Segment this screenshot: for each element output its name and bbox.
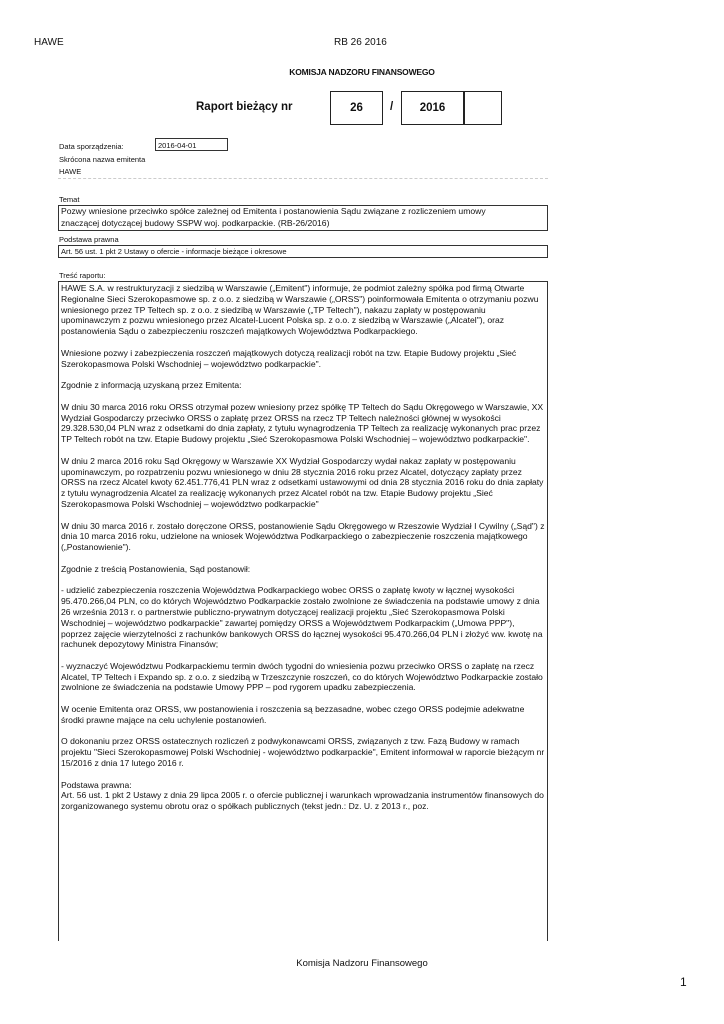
page-number: 1	[680, 975, 687, 989]
content-paragraph: Zgodnie z treścią Postanowienia, Sąd postanowił:	[61, 563, 251, 574]
report-number-box	[330, 91, 383, 125]
date-field	[155, 138, 228, 151]
commission-title: KOMISJA NADZORU FINANSOWEGO	[289, 67, 435, 77]
report-year-box	[401, 91, 464, 125]
content-paragraph: O dokonaniu przez ORSS ostatecznych rozliczeń z podwykonawcami ORSS, związanych z tzw. Fazą Budowy w ramach projektu "Sieci Szerokopasmowej Polski Wschodniej - województwo podkarpackie", Emitent informował w raporcie bieżącym nr 15/2016 z dnia 17 lutego 2016 r.	[61, 736, 545, 769]
date-label: Data sporządzenia:	[59, 142, 124, 151]
header-report-id: RB 26 2016	[334, 37, 387, 48]
report-label: Raport bieżący nr	[196, 101, 293, 113]
basis-text: Art. 56 ust. 1 pkt 2 Ustawy z dnia 29 lipca 2005 r. o ofercie publicznej i warunkach wprowadzania instrumentów finansowych do zorganizowanego systemu obrotu oraz o spółkach publicznych (tekst jedn.: Dz. U. z 2013 r., poz.	[61, 790, 544, 812]
subject-line-2: znaczącej dotyczącej budowy SSPW woj. podkarpackie. (RB-26/2016)	[61, 217, 330, 228]
report-year: 2016	[419, 102, 446, 114]
issuer-short-label: Skrócona nazwa emitenta	[59, 155, 146, 164]
legal-basis-value: Art. 56 ust. 1 pkt 2 Ustawy o ofercie - informacje bieżące i okresowe	[61, 247, 287, 256]
footer-commission: Komisja Nadzoru Finansowego	[296, 958, 428, 969]
content-paragraph: - udzielić zabezpieczenia roszczenia Województwa Podkarpackiego wobec ORSS o zapłatę kwoty w łącznej wysokości 95.470.266,04 PLN, co do których Województwo Podkarpackie zostało zwolnione ze świadczenia na podstawie umowy z dnia 26 września 2013 r. o partnerstwie publiczno-prywatnym dotyczącej realizacji projektu „Sieć Szerokopasmowa Polski Wschodniej – województwo podkarpackie" zawartej pomiędzy ORSS a Województwem Podkarpackim („Umowa PPP"), poprzez zajęcie wierzytelności z rachunków bankowych ORSS do łącznej wysokości 95.470.266,04 PLN i złożyć ww. kwotę na rachunek depozytowy Ministra Finansów;	[61, 585, 543, 650]
report-content	[58, 281, 548, 941]
basis-heading: Podstawa prawna:	[61, 779, 132, 790]
legal-basis-label: Podstawa prawna	[59, 235, 119, 244]
content-paragraph: HAWE S.A. w restrukturyzacji z siedzibą w Warszawie („Emitent") informuje, że podmiot zależny spółka pod firmą Otwarte Regionalne Sieci Szerokopasmowe sp. z o.o. z siedzibą w Warszawie („ORSS") poinformowała Emitenta o otrzymaniu pozwu wniesionego przez TP Teltech sp. z o.o. z siedzibą w Warszawie („TP Teltech"), nakazu zapłaty w postępowaniu upominawczym z pozwu wniesionego przez Alcatel-Lucent Polska sp. z o.o. z siedzibą w Warszawie („Alcatel"), oraz postanowienia Sądu o zabezpieczeniu roszczeń majątkowych Województwa Podkarpackiego.	[61, 283, 539, 337]
report-extra-box	[464, 91, 502, 125]
content-label: Treść raportu:	[59, 271, 106, 280]
date-value: 2016-04-01	[158, 141, 197, 150]
report-separator: /	[390, 101, 394, 113]
content-paragraph: W dniu 30 marca 2016 r. zostało doręczone ORSS, postanowienie Sądu Okręgowego w Rzeszowie Wydział I Cywilny („Sąd") z dnia 10 marca 2016 roku, udzielone na wniosek Województwa Podkarpackiego o zabezpieczenie roszczenia majątkowego („Postanowienie").	[61, 520, 545, 553]
report-number: 26	[350, 102, 363, 114]
content-paragraph: Zgodnie z informacją uzyskaną przez Emitenta:	[61, 380, 242, 391]
content-paragraph: W ocenie Emitenta oraz ORSS, ww postanowienia i roszczenia są bezzasadne, wobec czego ORSS podejmie adekwatne środki prawne mające na celu uchylenie postanowień.	[61, 704, 525, 725]
content-paragraph: W dniu 30 marca 2016 roku ORSS otrzymał pozew wniesiony przez spółkę TP Teltech do Sądu Okręgowego w Warszawie, XX Wydział Gospodarczy przeciwko ORSS o zapłatę przez ORSS na rzecz TP Teltech należności głównej w wysokości 29.328.530,04 PLN wraz z odsetkami do dnia zapłaty, z tytułu wynagrodzenia TP Teltech za realizację wykonanych prac przez TP Teltech robót na tzw. Etapie Budowy projektu „Sieć Szerokopasmowa Polski Wschodniej – województwo podkarpackie".	[61, 401, 544, 445]
subject-field	[58, 205, 548, 231]
separator-line	[58, 178, 548, 179]
content-paragraph: - wyznaczyć Województwu Podkarpackiemu termin dwóch tygodni do wniesienia pozwu przeciwko ORSS o zapłatę na rzecz Alcatel, TP Teltech i Expando sp. z o.o. z siedzibą w Trzeszczynie roszczeń, co do których Województwo Podkarpackie zostało zwolnione ze świadczenia na podstawie Umowy PPP – pod rygorem upadku zabezpieczenia.	[61, 660, 543, 693]
header-issuer: HAWE	[34, 37, 64, 48]
issuer-short-value: HAWE	[59, 167, 82, 176]
content-paragraph: W dniu 2 marca 2016 roku Sąd Okręgowy w Warszawie XX Wydział Gospodarczy wydał nakaz zapłaty w postępowaniu upominawczym, po rozpatrzeniu pozwu wniesionego w dniu 28 stycznia 2016 roku przez Alcatel, dotyczący zapłaty przez ORSS na rzecz Alcatel kwoty 62.451.776,41 PLN wraz z odsetkami ustawowymi od dnia 28 stycznia 2016 roku do dnia zapłaty z tytułu wynagrodzenia Alcatel za realizację wykonanych przez Alcatel robót na tzw. Etapie Budowy projektu „Sieć Szerokopasmowa Polski Wschodniej – województwo podkarpackie"	[61, 455, 544, 509]
content-paragraph: Wniesione pozwy i zabezpieczenia roszczeń majątkowych dotyczą realizacji robót na tzw. Etapie Budowy projektu „Sieć Szerokopasmowa Polski Wschodniej – województwo podkarpackie".	[61, 347, 517, 369]
legal-basis-field	[58, 245, 548, 258]
subject-line-1: Pozwy wniesione przeciwko spółce zależnej od Emitenta i postanowienia Sądu związane z rozliczeniem umowy	[61, 206, 486, 216]
subject-label: Temat	[59, 195, 80, 204]
